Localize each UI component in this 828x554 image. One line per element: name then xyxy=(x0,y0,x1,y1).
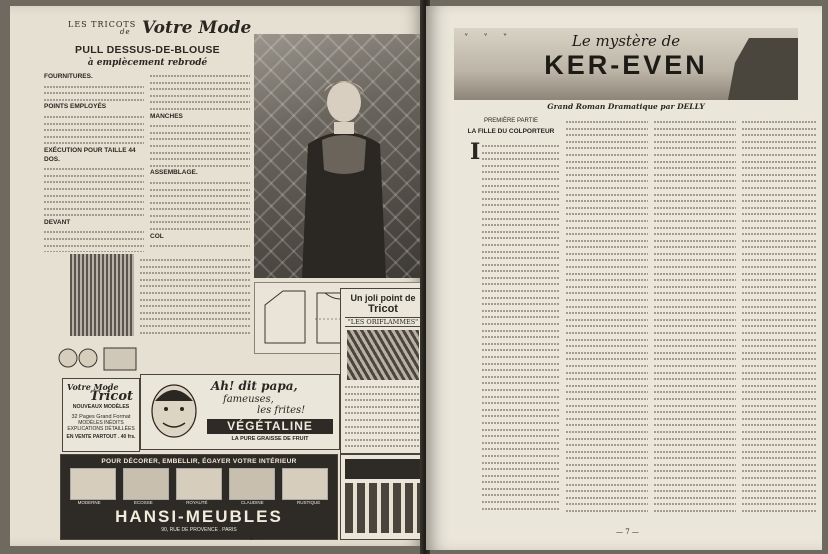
story-title-line-1: Le mystère de xyxy=(571,32,681,50)
header-small: LES TRICOTS xyxy=(68,20,137,29)
tricot-title-1: Un joli point de xyxy=(350,293,416,303)
vegetaline-brand: VÉGÉTALINE xyxy=(207,419,333,434)
left-page xyxy=(10,6,424,546)
story-banner xyxy=(454,28,798,100)
ad-tricot-point xyxy=(340,288,424,454)
ad-line-5: EN VENTE PARTOUT . 40 frs. xyxy=(66,434,136,440)
section-assemblage: ASSEMBLAGE. xyxy=(150,169,198,177)
story-column-3 xyxy=(654,118,736,522)
section-execution: EXÉCUTION POUR TAILLE 44 xyxy=(44,146,136,154)
vegetaline-headline-3: les frites! xyxy=(257,405,306,416)
hansi-styles xyxy=(61,500,337,505)
drop-cap: I xyxy=(470,139,481,165)
hansi-style: ROYAUTÉ xyxy=(186,500,208,505)
section-devant: DEVANT xyxy=(44,218,71,226)
ad-vegetaline xyxy=(140,374,340,450)
section-col: COL xyxy=(150,232,164,240)
article-title: PULL DESSUS-DE-BLOUSE xyxy=(75,44,220,56)
birds-illustration: ˅ ˅ ˅ xyxy=(464,34,514,44)
tricot-text xyxy=(345,383,421,451)
knit-swatch xyxy=(70,254,134,336)
man-face-illustration xyxy=(145,379,203,445)
right-page xyxy=(426,6,822,550)
story-column-4 xyxy=(742,118,816,522)
story-chapter: LA FILLE DU COLPORTEUR xyxy=(467,128,555,135)
header-brand: Votre Mode xyxy=(142,18,252,38)
ad-small-bottom-right xyxy=(340,454,424,540)
hansi-style: ECOSSE xyxy=(134,500,153,505)
page-number-left: — 6 — xyxy=(240,534,263,542)
tricot-title-2: Tricot xyxy=(368,303,398,315)
section-manches: MANCHES xyxy=(150,112,183,120)
hansi-tagline: POUR DÉCORER, EMBELLIR, ÉGAYER VOTRE INTÉRIEUR xyxy=(101,458,297,465)
hansi-address: 90, RUE DE PROVENCE . PARIS xyxy=(161,527,237,533)
instructions-column-3 xyxy=(140,256,250,336)
tricot-swatch xyxy=(347,330,419,380)
article-subtitle: à empiècement rebrodé xyxy=(87,58,208,68)
ad-hansi-meubles xyxy=(60,454,338,540)
ad-votre-mode-tricot xyxy=(62,378,140,452)
story-column-2 xyxy=(566,118,648,522)
hansi-furniture-row xyxy=(61,465,337,500)
small-ad-column xyxy=(54,342,138,376)
ad-brand: Votre Mode xyxy=(67,382,119,392)
story-byline: Grand Roman Dramatique par DELLY xyxy=(547,102,705,111)
header-de: de xyxy=(120,28,131,36)
vegetaline-headline-1: Ah! dit papa, xyxy=(211,379,298,393)
section-points: POINTS EMPLOYÉS xyxy=(44,103,107,111)
woman-figure xyxy=(294,74,389,278)
ad-line-3: MODÈLES INÉDITS xyxy=(78,420,124,426)
hansi-style: RUSTIQUE xyxy=(297,500,321,505)
page-number-right: — 7 — xyxy=(616,528,639,536)
story-part: PREMIÈRE PARTIE xyxy=(483,118,539,124)
section-dos: DOS. xyxy=(44,155,60,163)
ad-line-1: NOUVEAUX MODÈLES xyxy=(72,404,130,410)
tricot-title-3: "LES ORIFLAMMES" xyxy=(345,317,421,327)
vegetaline-headline-2: fameuses, xyxy=(223,394,274,405)
ad-name: Tricot xyxy=(89,389,133,404)
model-photo xyxy=(254,34,424,278)
faces-illustration xyxy=(54,342,138,376)
instructions-column-1 xyxy=(44,72,144,252)
ad-line-2: 32 Pages Grand Format xyxy=(71,414,131,420)
ad-line-4: EXPLICATIONS DÉTAILLÉES xyxy=(67,426,135,432)
vegetaline-tagline: LA PURE GRAISSE DE FRUIT xyxy=(231,436,309,442)
hansi-brand: HANSI-MEUBLES xyxy=(115,507,283,526)
story-column-1 xyxy=(482,142,560,522)
story-title-line-2: KER-EVEN xyxy=(544,50,708,80)
hansi-style: MODERNE xyxy=(77,500,101,505)
section-fournitures: FOURNITURES. xyxy=(44,73,93,80)
instructions-column-2 xyxy=(150,72,250,252)
hansi-style: CLAUDINE xyxy=(240,500,264,505)
